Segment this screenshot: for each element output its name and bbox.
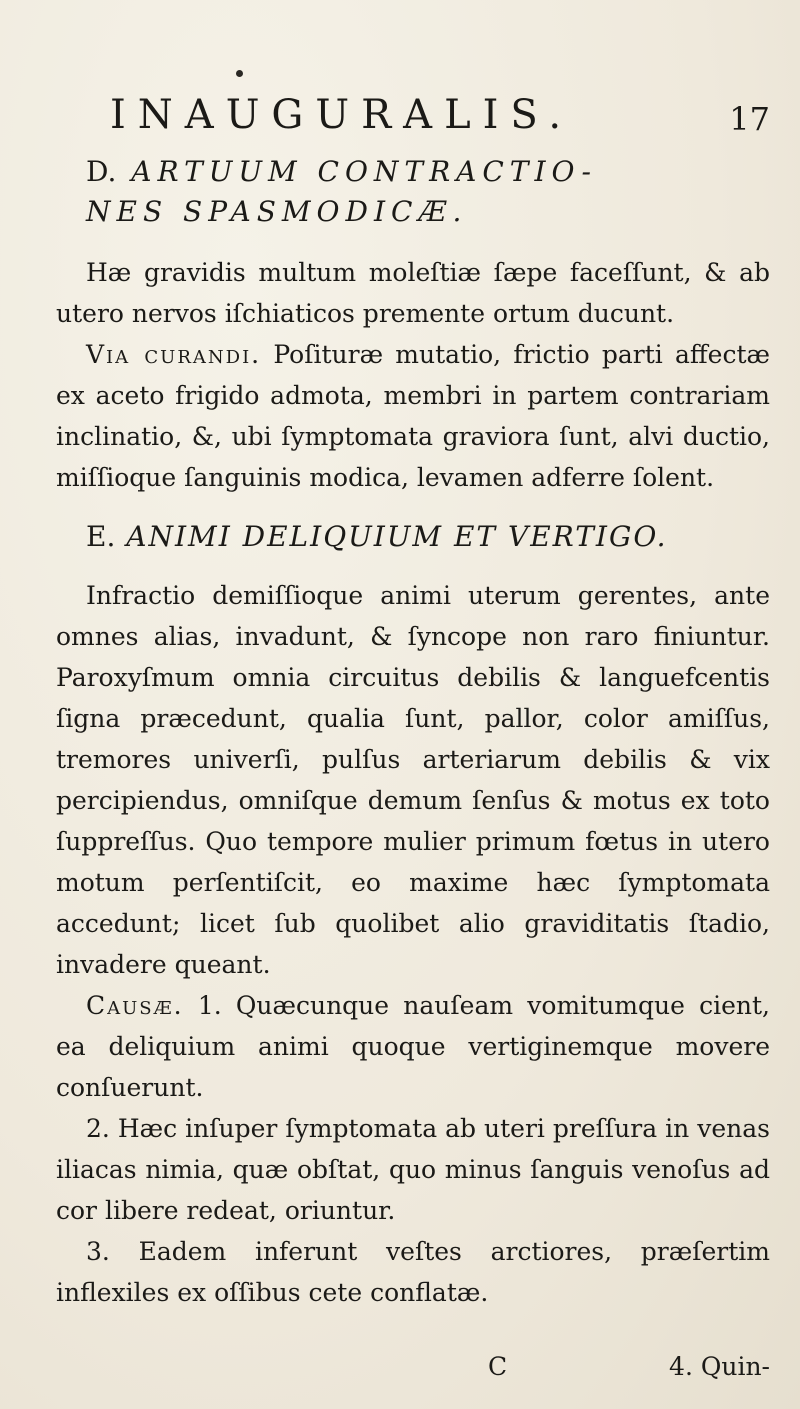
- catchword: 4. Quin-: [669, 1352, 770, 1381]
- section-d-paragraph-2: [56, 334, 770, 498]
- section-e-paragraph-1: Infractio demiſſioque animi uterum gerentes, ante omnes alias, invadunt, & ſyncope non raro finiuntur. Paroxyſmum omnia circuitus debilis & languefcentis ſigna præcedunt, qualia ſunt, pallor, color amiſſus, tremores univerſi, pulſus arteriarum debilis & vix percipiendus, omniſque demum ſenſus & motus ex toto ſuppreſſus. Quo tempore mulier primum fœtus in utero motum perſentiſcit, eo maxime hæc ſymptomata accedunt; licet ſub quolibet alio graviditatis ſtadio, invadere queant.: [56, 581, 770, 979]
- page-header: [110, 92, 770, 142]
- signature-mark: C: [488, 1352, 508, 1381]
- cause-2: 2. Hæc inſuper ſymptomata ab uteri preſſura in venas iliacas nimia, quæ obſtat, quo minus ſanguis venoſus ad cor libere redeat, oriuntur.: [56, 1114, 770, 1225]
- text-block: [56, 152, 770, 1313]
- page-number: 17: [729, 100, 770, 138]
- section-e-heading: [86, 516, 770, 557]
- running-title: INAUGURALIS.: [110, 92, 574, 138]
- section-d-paragraph-1: Hæ gravidis multum moleſtiæ ſæpe faceſſunt, & ab utero nervos iſchiaticos premente ortum ducunt.: [56, 258, 770, 328]
- cause-1: 1. Quæcunque nauſeam vomitumque cient, ea deliquium animi quoque vertiginemque movere conſuerunt.: [56, 991, 770, 1102]
- via-curandi-label: Via curandi.: [86, 340, 262, 369]
- ink-dot: [236, 70, 243, 77]
- page-footer: [56, 1352, 770, 1396]
- causae-label: Causæ.: [86, 991, 184, 1020]
- section-d-heading-line2: NES SPASMODICÆ.: [86, 195, 468, 228]
- section-d-heading-line1: ARTUUM CONTRACTIO-: [131, 155, 597, 188]
- section-d-paragraph-2-text: Poſituræ mutatio, frictio parti affectæ ex aceto frigido admota, membri in partem contrariam inclinatio, &, ubi ſymptomata graviora ſunt, alvi ductio, miſſioque ſanguinis modica, levamen adferre ſolent.: [56, 340, 771, 492]
- section-d-letter: D.: [86, 155, 117, 188]
- causae-paragraph: [56, 985, 770, 1108]
- section-e-letter: E.: [86, 520, 116, 553]
- section-d-heading: [86, 152, 770, 232]
- cause-3: 3. Eadem inferunt veſtes arctiores, præſertim inflexiles ex oſſibus cete conflatæ.: [56, 1237, 770, 1307]
- section-e-heading-text: ANIMI DELIQUIUM ET VERTIGO.: [126, 520, 668, 553]
